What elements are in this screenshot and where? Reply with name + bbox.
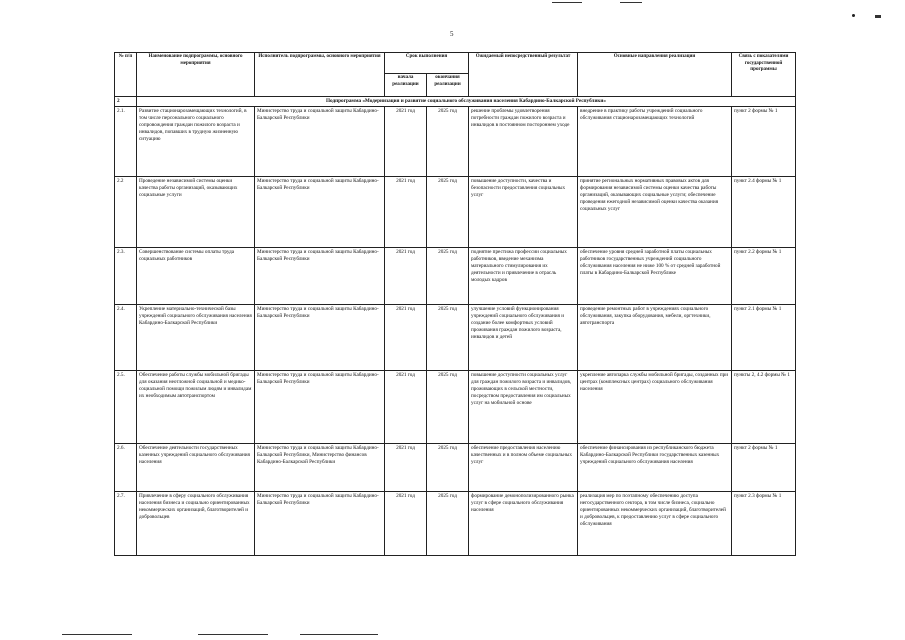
- row-name: Обеспечение работы службы мобильной бригады для оказания неотложной социальной и медико-социальной помощи пожилым людям и инвалидам их необходимым автотранспортом: [137, 371, 255, 444]
- page-number: 5: [450, 30, 454, 38]
- scan-artifact-top-line: [552, 2, 582, 3]
- row-end: 2025 год: [427, 248, 469, 305]
- row-link: пункты 2, 4.2 формы № 1: [732, 371, 796, 444]
- scan-artifact-top-line: [620, 2, 642, 3]
- row-result: решение проблемы удовлетворения потребности граждан пожилого возраста и инвалидов в постоянном постороннем уходе: [469, 107, 578, 177]
- row-executor: Министерство труда и социальной защиты Кабардино-Балкарской Республики: [255, 177, 385, 248]
- row-directions: обеспечение уровня средней заработной платы социальных работников государственных учреждений социального обслуживания населения не ниже 100 % от средней заработной платы в Кабардино-Балкарской Республике: [578, 248, 732, 305]
- row-end: 2025 год: [427, 305, 469, 371]
- row-start: 2021 год: [385, 177, 427, 248]
- row-num: 2.4.: [115, 305, 137, 371]
- row-num: 2.2: [115, 177, 137, 248]
- header-row: [115, 53, 796, 74]
- row-name: Развитие стационарозамещающих технологий, в том числе персонального социального сопровождения граждан пожилого возраста и инвалидов, попавших в трудную жизненную ситуацию: [137, 107, 255, 177]
- row-result: повышение доступности социальных услуг для граждан пожилого возраста и инвалидов, проживающих в сельской местности, посредством предоставления им социальных услуг на мобильной основе: [469, 371, 578, 444]
- row-start: 2021 год: [385, 444, 427, 492]
- header-executor: Исполнитель подпрограммы, основного мероприятия: [255, 53, 385, 97]
- header-num: № п/п: [115, 53, 137, 97]
- row-result: поднятие престижа профессии социальных работников, введение механизма материального стимулирования их деятельности и привлечение в отрасль молодых кадров: [469, 248, 578, 305]
- header-result: Ожидаемый непосредственный результат: [469, 53, 578, 97]
- section-num: 2: [115, 97, 137, 107]
- row-directions: внедрение в практику работы учреждений социального обслуживания стационарозамещающих технологий: [578, 107, 732, 177]
- row-directions: проведение ремонтных работ в учреждениях социального обслуживания, закупка оборудования, мебели, оргтехники, автотранспорта: [578, 305, 732, 371]
- row-link: пункт 2.3 формы № 1: [732, 492, 796, 556]
- row-start: 2021 год: [385, 492, 427, 556]
- table-row: [115, 107, 796, 177]
- row-end: 2025 год: [427, 177, 469, 248]
- row-start: 2021 год: [385, 248, 427, 305]
- row-result: улучшение условий функционирования учреждений социального обслуживания и создание более комфортных условий проживания граждан пожилого возраста, инвалидов и детей: [469, 305, 578, 371]
- table-row: [115, 177, 796, 248]
- header-name: Наименование подпрограммы, основного мероприятия: [137, 53, 255, 97]
- scan-artifact-top-right: [875, 15, 881, 18]
- table-row: [115, 492, 796, 556]
- header-link: Связь с показателями государственной программы: [732, 53, 796, 97]
- measures-table: [114, 52, 796, 556]
- row-result: формирование демонополизированного рынка услуг в сфере социального обслуживания населения: [469, 492, 578, 556]
- row-name: Укрепление материально-технической базы учреждений социального обслуживания населения Кабардино-Балкарской Республики: [137, 305, 255, 371]
- row-directions: принятие региональных нормативных правовых актов для формирования независимой системы оценки качества работы организаций, оказывающих социальные услуги; обеспечение проведения ежегодной независимой оценки качества оказания социальных услуг: [578, 177, 732, 248]
- row-directions: обеспечение финансирования из республиканского бюджета Кабардино-Балкарской Республики государственных казенных учреждений социального обслуживания населения: [578, 444, 732, 492]
- scan-artifact-bottom-line: [300, 634, 378, 635]
- row-link: пункт 2.1 формы № 1: [732, 305, 796, 371]
- row-result: обеспечение предоставления населению качественных и в полном объеме социальных услуг: [469, 444, 578, 492]
- row-executor: Министерство труда и социальной защиты Кабардино-Балкарской Республики, Министерство финансов Кабардино-Балкарской Республики: [255, 444, 385, 492]
- table-row: [115, 248, 796, 305]
- row-directions: реализация мер по поэтапному обеспечению доступа негосударственного сектора, в том числе бизнеса, социально ориентированных некоммерческих организаций, благотворителей и добровольцев, к предоставлению услуг в сфере социального обслуживания: [578, 492, 732, 556]
- scan-artifact-bottom-line: [198, 634, 268, 635]
- header-term-start: начала реализации: [385, 74, 427, 97]
- row-link: пункт 2 формы № 1: [732, 107, 796, 177]
- row-link: пункт 2.2 формы № 1: [732, 248, 796, 305]
- header-term: Срок выполнения: [385, 53, 469, 74]
- header-term-end: окончания реализации: [427, 74, 469, 97]
- table-row: [115, 444, 796, 492]
- row-executor: Министерство труда и социальной защиты Кабардино-Балкарской Республики: [255, 371, 385, 444]
- row-name: Совершенствование системы оплаты труда социальных работников: [137, 248, 255, 305]
- header-directions: Основные направления реализации: [578, 53, 732, 97]
- row-name: Привлечение в сферу социального обслуживания населения бизнеса и социально ориентированных некоммерческих организаций, благотворителей и добровольцев: [137, 492, 255, 556]
- row-executor: Министерство труда и социальной защиты Кабардино-Балкарской Республики: [255, 107, 385, 177]
- row-start: 2021 год: [385, 371, 427, 444]
- row-end: 2025 год: [427, 107, 469, 177]
- row-start: 2021 год: [385, 305, 427, 371]
- row-end: 2025 год: [427, 492, 469, 556]
- scan-artifact-bottom-line: [62, 634, 132, 635]
- row-name: Проведение независимой системы оценки качества работы организаций, оказывающих социальные услуги: [137, 177, 255, 248]
- section-title: Подпрограмма «Модернизация и развитие социального обслуживания населения Кабардино-Балкарской Республики»: [137, 97, 796, 107]
- table-row: [115, 371, 796, 444]
- scan-dot: [852, 14, 855, 17]
- row-num: 2.3.: [115, 248, 137, 305]
- row-link: пункт 2.4 формы № 1: [732, 177, 796, 248]
- row-num: 2.6.: [115, 444, 137, 492]
- row-num: 2.1.: [115, 107, 137, 177]
- table-row: [115, 305, 796, 371]
- row-link: пункт 2 формы № 1: [732, 444, 796, 492]
- row-result: повышение доступности, качества и безопасности предоставления социальных услуг: [469, 177, 578, 248]
- row-directions: укрепление автопарка службы мобильной бригады, созданных при центрах (комплексных центрах) социального обслуживания населения: [578, 371, 732, 444]
- row-num: 2.5.: [115, 371, 137, 444]
- row-executor: Министерство труда и социальной защиты Кабардино-Балкарской Республики: [255, 248, 385, 305]
- row-end: 2025 год: [427, 371, 469, 444]
- row-name: Обеспечение деятельности государственных казенных учреждений социального обслуживания населения: [137, 444, 255, 492]
- row-executor: Министерство труда и социальной защиты Кабардино-Балкарской Республики: [255, 492, 385, 556]
- row-executor: Министерство труда и социальной защиты Кабардино-Балкарской Республики: [255, 305, 385, 371]
- row-num: 2.7.: [115, 492, 137, 556]
- row-end: 2025 год: [427, 444, 469, 492]
- row-start: 2021 год: [385, 107, 427, 177]
- section-row: [115, 97, 796, 107]
